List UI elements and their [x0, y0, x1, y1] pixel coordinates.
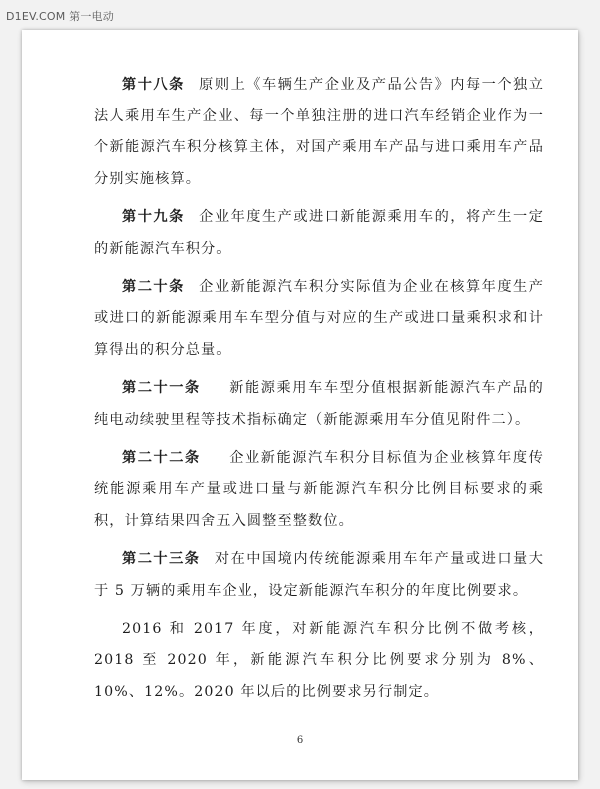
article-label: 第十八条: [122, 77, 185, 93]
article-text: 企业新能源汽车积分实际值为企业在核算年度生产或进口的新能源乘用车车型分值与对应的生产或进口量乘积求和计算得出的积分总量。: [94, 279, 545, 358]
article-18: [94, 70, 544, 195]
article-label: 第十九条: [122, 209, 185, 226]
article-22: [94, 443, 544, 537]
article-text: 原则上《车辆生产企业及产品公告》内每一个独立法人乘用车生产企业、每一个单独注册的进口汽车经销企业作为一个新能源汽车积分核算主体，对国产乘用车产品与进口乘用车产品分别实施核算。: [94, 77, 545, 187]
site-watermark: D1EV.COM 第一电动: [6, 10, 114, 23]
article-label: 第二十三条: [122, 551, 201, 568]
page-number: 6: [296, 735, 304, 746]
article-text: 企业新能源汽车积分目标值为企业核算年度传统能源乘用车产量或进口量与新能源汽车积分比例目标要求的乘积，计算结果四舍五入圆整至整数位。: [94, 450, 544, 529]
closing-paragraph: 2016 和 2017 年度，对新能源汽车积分比例不做考核，2018 至 2020 年，新能源汽车积分比例要求分别为 8%、10%、12%。2020 年以后的比例要求另行制定。: [94, 621, 544, 700]
article-label: 第二十条: [122, 279, 185, 296]
document-page: [22, 30, 578, 780]
article-23: [94, 544, 544, 606]
article-text: 新能源乘用车车型分值根据新能源汽车产品的纯电动续驶里程等技术指标确定（新能源乘用车分值见附件二）。: [94, 380, 544, 428]
article-20: [94, 272, 544, 366]
article-label: 第二十一条: [122, 380, 201, 397]
article-text: 企业年度生产或进口新能源乘用车的，将产生一定的新能源汽车积分。: [94, 209, 545, 257]
article-19: [94, 202, 544, 264]
article-21: [94, 373, 544, 435]
document-body: [94, 70, 544, 708]
article-label: 第二十二条: [122, 450, 201, 467]
article-text: 对在中国境内传统能源乘用车年产量或进口量大于 5 万辆的乘用车企业，设定新能源汽车积分的年度比例要求。: [94, 551, 544, 599]
